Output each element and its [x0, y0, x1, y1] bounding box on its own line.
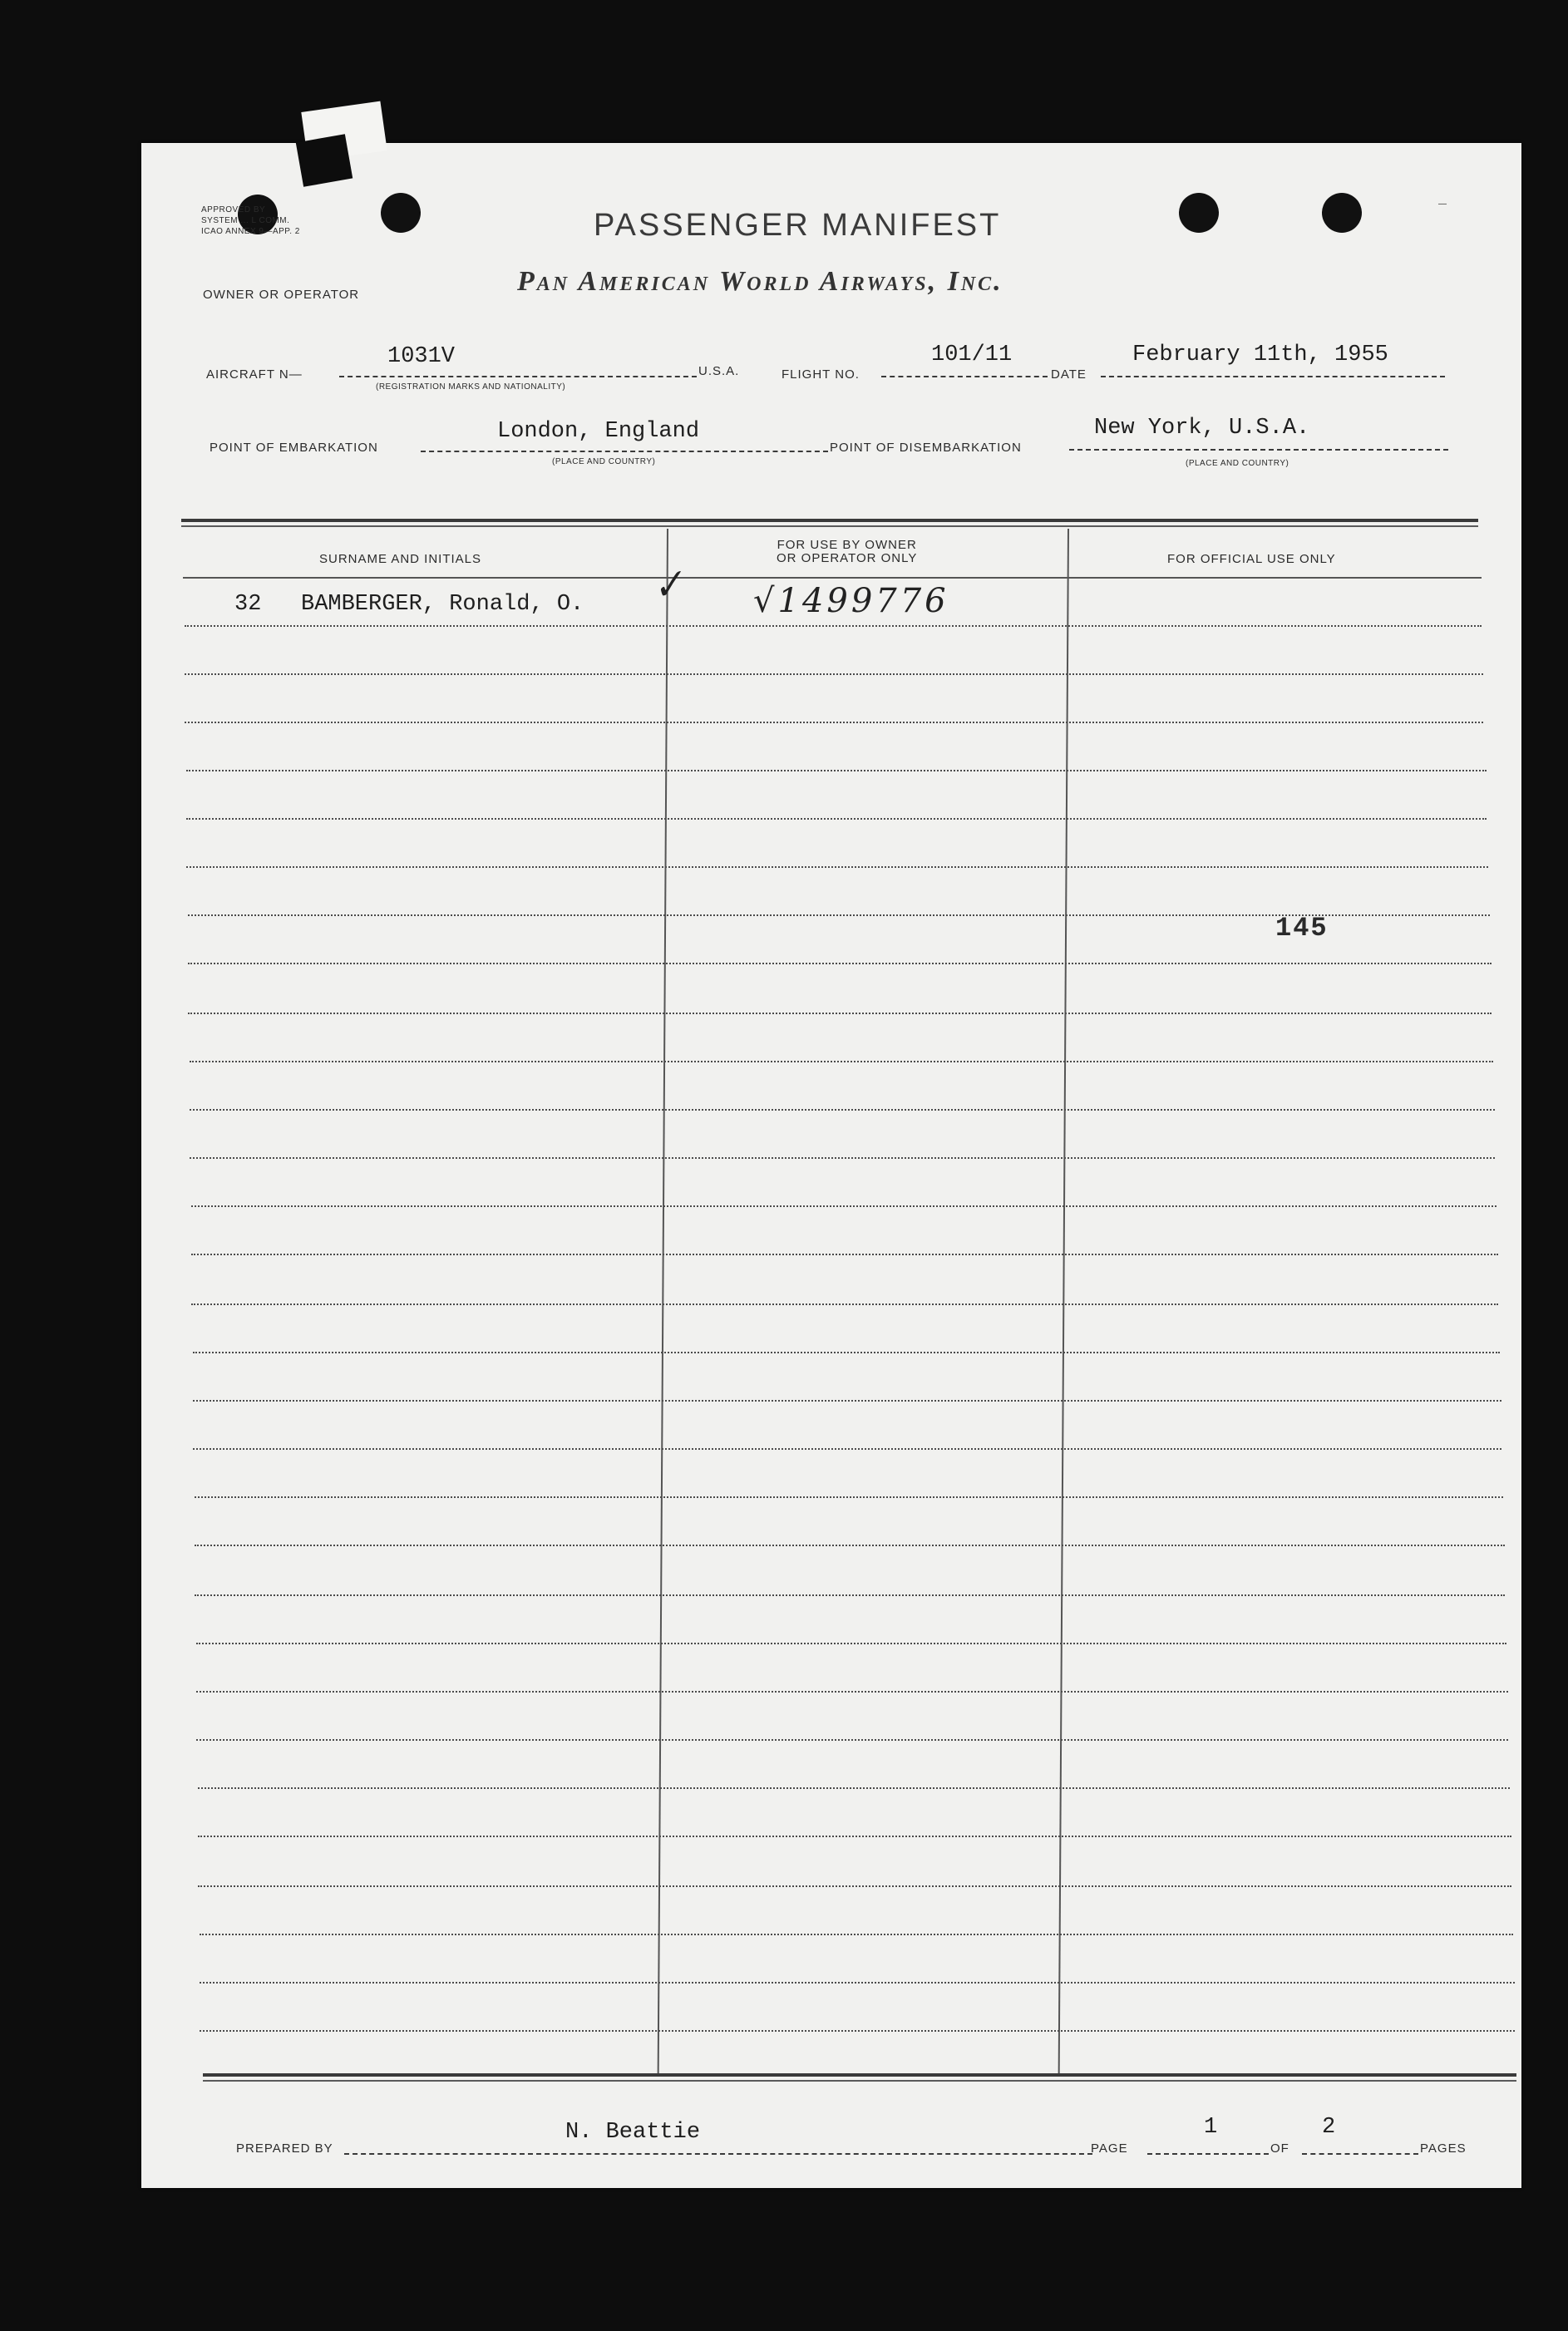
embarkation-underline: [421, 451, 828, 452]
prepared-value: N. Beattie: [565, 2120, 701, 2145]
row-line: [188, 963, 1492, 964]
row-line: [185, 722, 1483, 723]
page-underline: [1147, 2153, 1269, 2155]
row-line: [200, 1982, 1515, 1984]
approval-line: SYSTEM ... L COMM.: [201, 216, 290, 225]
pages-label: PAGES: [1420, 2141, 1467, 2156]
header-operator-line: OR OPERATOR ONLY: [777, 551, 918, 565]
approval-line: APPROVED BY: [201, 205, 266, 214]
row-line: [186, 770, 1487, 771]
row-line: [195, 1545, 1505, 1546]
row-line: [193, 1400, 1501, 1402]
aircraft-label: AIRCRAFT N—: [206, 367, 303, 382]
row-line: [193, 1448, 1501, 1450]
prepared-label: PREPARED BY: [236, 2141, 333, 2156]
date-value: February 11th, 1955: [1132, 343, 1388, 367]
passenger-number: 32: [234, 592, 262, 617]
row-line: [190, 1061, 1493, 1062]
flight-label: FLIGHT NO.: [782, 367, 860, 382]
row-line: [191, 1205, 1497, 1207]
header-official: FOR OFFICIAL USE ONLY: [1167, 552, 1336, 566]
prepared-underline: [344, 2153, 1092, 2155]
row-line: [186, 866, 1488, 868]
disembarkation-caption: (PLACE AND COUNTRY): [1186, 459, 1289, 468]
row-line: [191, 1254, 1498, 1255]
row-line: [200, 2030, 1515, 2032]
table-bottom-rule: [203, 2073, 1516, 2077]
flight-value: 101/11: [931, 343, 1013, 367]
of-label: OF: [1270, 2141, 1289, 2156]
header-surname: SURNAME AND INITIALS: [319, 552, 482, 566]
page-label: PAGE: [1091, 2141, 1128, 2156]
row-line: [200, 1934, 1513, 1935]
disembarkation-label: POINT OF DISEMBARKATION: [830, 441, 1022, 455]
aircraft-value: 1031V: [387, 344, 456, 369]
row-line: [188, 1013, 1492, 1014]
row-line: [190, 1157, 1495, 1159]
row-line: [193, 1352, 1500, 1353]
punch-hole: [1179, 193, 1219, 233]
disembarkation-underline: [1069, 449, 1448, 451]
usa-label: U.S.A.: [698, 364, 740, 378]
embarkation-value: London, England: [497, 419, 700, 444]
owner-value: Pan American World Airways, Inc.: [517, 266, 1003, 297]
row-line: [198, 1836, 1511, 1837]
passenger-name: BAMBERGER, Ronald, O.: [301, 592, 584, 617]
row-line: [196, 1739, 1508, 1741]
date-underline: [1101, 376, 1445, 377]
row-line: [195, 1496, 1503, 1498]
header-operator-line: FOR USE BY OWNER: [777, 538, 917, 552]
page-title: PASSENGER MANIFEST: [594, 208, 1002, 243]
header-rule: [183, 577, 1482, 579]
row-line: [198, 1787, 1510, 1789]
row-line: [195, 1594, 1505, 1596]
embarkation-label: POINT OF EMBARKATION: [210, 441, 378, 455]
owner-label: OWNER OR OPERATOR: [203, 288, 360, 302]
punch-hole: [1322, 193, 1362, 233]
aircraft-underline: [339, 376, 697, 377]
row-line: [196, 1691, 1508, 1693]
registration-caption: (REGISTRATION MARKS AND NATIONALITY): [376, 382, 566, 392]
paper-tab-mark: [296, 134, 353, 187]
table-top-rule: [181, 525, 1478, 527]
corner-mark: —: [1438, 200, 1447, 209]
table-bottom-rule: [203, 2080, 1516, 2082]
table-top-rule: [181, 519, 1478, 522]
approval-line: ICAO ANNEX 9—APP. 2: [201, 227, 300, 236]
row-line: [186, 818, 1487, 820]
row-line: [185, 625, 1482, 627]
total-underline: [1302, 2153, 1418, 2155]
header-operator: [777, 539, 917, 565]
check-mark: ✓: [647, 559, 692, 610]
approval-block: [201, 205, 300, 237]
row-line: [198, 1885, 1511, 1887]
total-pages: 2: [1322, 2115, 1336, 2140]
row-line: [191, 1303, 1498, 1305]
punch-hole: [381, 193, 421, 233]
official-stamp: 145: [1275, 913, 1329, 944]
row-line: [196, 1643, 1506, 1644]
row-line: [185, 673, 1483, 675]
date-label: DATE: [1051, 367, 1087, 382]
embarkation-caption: (PLACE AND COUNTRY): [552, 457, 656, 466]
disembarkation-value: New York, U.S.A.: [1094, 416, 1310, 441]
page-number: 1: [1204, 2115, 1218, 2140]
operator-number: √1499776: [753, 582, 949, 620]
row-line: [190, 1109, 1495, 1111]
flight-underline: [881, 376, 1048, 377]
